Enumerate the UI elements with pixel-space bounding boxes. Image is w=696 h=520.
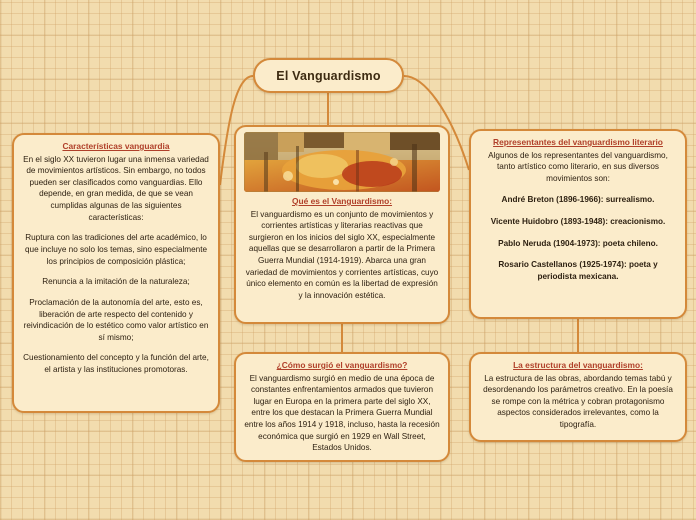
central-topic-node[interactable] [253, 58, 404, 93]
node-bullet-4: Cuestionamiento del concepto y la función del arte, el artista y las instituciones promotoras. [23, 353, 209, 375]
node-heading: Qué es el Vanguardismo: [291, 196, 393, 206]
representative-3: Pablo Neruda (1904-1973): poeta chileno. [498, 238, 658, 248]
central-topic-label: El Vanguardismo [276, 68, 381, 83]
representative-1: André Breton (1896-1966): surrealismo. [501, 195, 655, 205]
node-bullet-3: Proclamación de la autonomía del arte, esto es, liberación de arte respecto del contenido y reivindicación de lo estético como valor artístico en sí mismo; [23, 297, 209, 342]
node-bullet-1: Ruptura con las tradiciones del arte académico, lo que incluye no solo los temas, sino especialmente los principios de composición plástica; [24, 233, 208, 266]
node-body-text: El vanguardismo es un conjunto de movimientos y corrientes artísticas y literarias reactivas que surgieron en los inicios del siglo XX, especialmente aquellas que se desarrollaron a partir de la Primera Guerra Mundial (1914-1919). Abarca una gran variedad de movimientos y corrientes artísticas, cuyo único elemento en común es la libertad de expresión y la innovación estética. [245, 209, 439, 300]
node-body-text: La estructura de las obras, abordando temas tabú y desordenando los parámetros creativo. En la poesía se rompe con la métrica y cobran protagonismo aspectos considerados irrelevantes, como la tipografía. [483, 373, 673, 430]
representative-4: Rosario Castellanos (1925-1974): poeta y periodista mexicana. [498, 260, 658, 281]
representative-2: Vicente Huidobro (1893-1948): creacionismo. [490, 217, 666, 227]
node-heading: Características vanguardia [62, 141, 170, 151]
node-heading: La estructura del vanguardismo: [513, 360, 643, 370]
node-representantes-literarios[interactable] [469, 129, 687, 319]
node-intro-text: En el siglo XX tuvieron lugar una inmensa variedad de movimientos artísticos. Sin embargo, no todos pueden ser clasificados como vanguardias. Ello depende, en gran medida, de que se vean cumplidas algunas de las siguientes características: [23, 154, 209, 222]
node-heading: ¿Cómo surgió el vanguardismo? [276, 360, 408, 370]
node-que-es-el-vanguardismo[interactable] [234, 125, 450, 324]
node-body-text: El vanguardismo surgió en medio de una época de constantes enfrentamientos armados que tuvieron lugar en Europa en la primera parte del siglo XX, entre los que destacan la Primera Guerra Mundial entre los años 1914 y 1918, incluso, hasta la recesión económica que surgió en 1929 en Wall Street, Estados Unidos. [244, 373, 440, 453]
node-como-surgio-el-vanguardismo[interactable] [234, 352, 450, 462]
node-caracteristicas-vanguardia[interactable] [12, 133, 220, 413]
node-intro-text: Algunos de los representantes del vanguardismo, tanto artístico como literario, en sus diversos movimientos son: [488, 150, 668, 183]
node-bullet-2: Renuncia a la imitación de la naturaleza; [42, 277, 190, 287]
node-la-estructura-del-vanguardismo[interactable] [469, 352, 687, 442]
node-heading: Representantes del vanguardismo literario [493, 137, 663, 147]
vanguardist-collage-photo [244, 132, 440, 192]
